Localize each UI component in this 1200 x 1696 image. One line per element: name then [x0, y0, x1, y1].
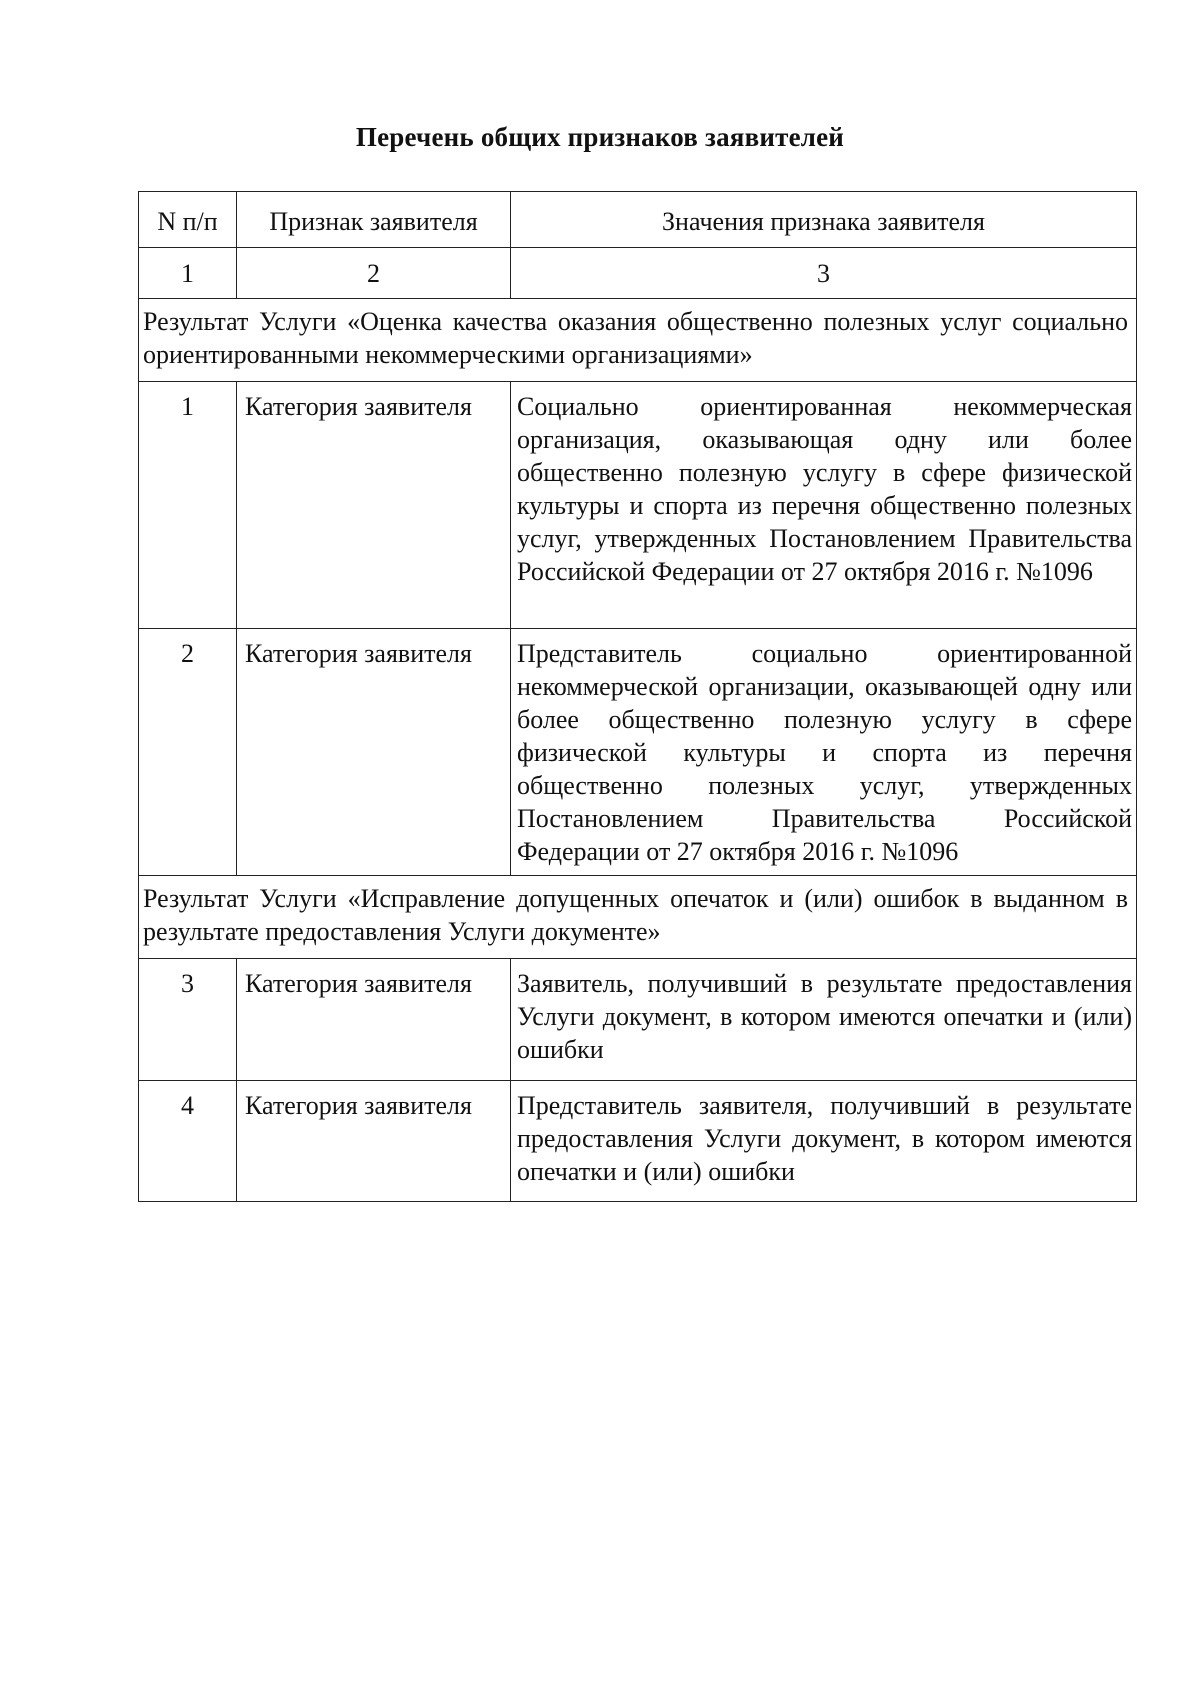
section-heading: Результат Услуги «Исправление допущенных опечаток и (или) ошибок в выданном в результате предоставления Услуги документе»: [139, 876, 1137, 959]
applicant-criteria-table: [138, 191, 1137, 1202]
row-number: 2: [139, 629, 237, 876]
column-number-cell: 1: [139, 248, 237, 299]
header-cell-values: Значения признака заявителя: [511, 192, 1137, 248]
row-number: 1: [139, 382, 237, 629]
column-number-row: [139, 248, 1137, 299]
row-number: 4: [139, 1081, 237, 1202]
table-row: [139, 1081, 1137, 1202]
row-value: Заявитель, получивший в результате предоставления Услуги документ, в котором имеются опечатки и (или) ошибки: [511, 959, 1137, 1081]
page-title: Перечень общих признаков заявителей: [355, 122, 845, 152]
row-value: Представитель заявителя, получивший в результате предоставления Услуги документ, в котором имеются опечатки и (или) ошибки: [511, 1081, 1137, 1202]
section-heading-row: [139, 299, 1137, 382]
table-row: [139, 382, 1137, 629]
column-number-cell: 3: [511, 248, 1137, 299]
row-value: Социально ориентированная некоммерческая организация, оказывающая одну или более общественно полезную услугу в сфере физической культуры и спорта из перечня общественно полезных услуг, утвержденных Постановлением Правительства Российской Федерации от 27 октября 2016 г. №1096: [511, 382, 1137, 629]
row-attribute: Категория заявителя: [237, 1081, 511, 1202]
row-attribute: Категория заявителя: [237, 629, 511, 876]
row-attribute: Категория заявителя: [237, 382, 511, 629]
section-heading-row: [139, 876, 1137, 959]
table-row: [139, 629, 1137, 876]
section-heading: Результат Услуги «Оценка качества оказания общественно полезных услуг социально ориентированными некоммерческими организациями»: [139, 299, 1137, 382]
header-cell-number: N п/п: [139, 192, 237, 248]
row-value: Представитель социально ориентированной некоммерческой организации, оказывающей одну или более общественно полезную услугу в сфере физической культуры и спорта из перечня общественно полезных услуг, утвержденных Постановлением Правительства Российской Федерации от 27 октября 2016 г. №1096: [511, 629, 1137, 876]
row-number: 3: [139, 959, 237, 1081]
header-cell-attribute: Признак заявителя: [237, 192, 511, 248]
column-number-cell: 2: [237, 248, 511, 299]
table-header-row: [139, 192, 1137, 248]
row-attribute: Категория заявителя: [237, 959, 511, 1081]
table-row: [139, 959, 1137, 1081]
